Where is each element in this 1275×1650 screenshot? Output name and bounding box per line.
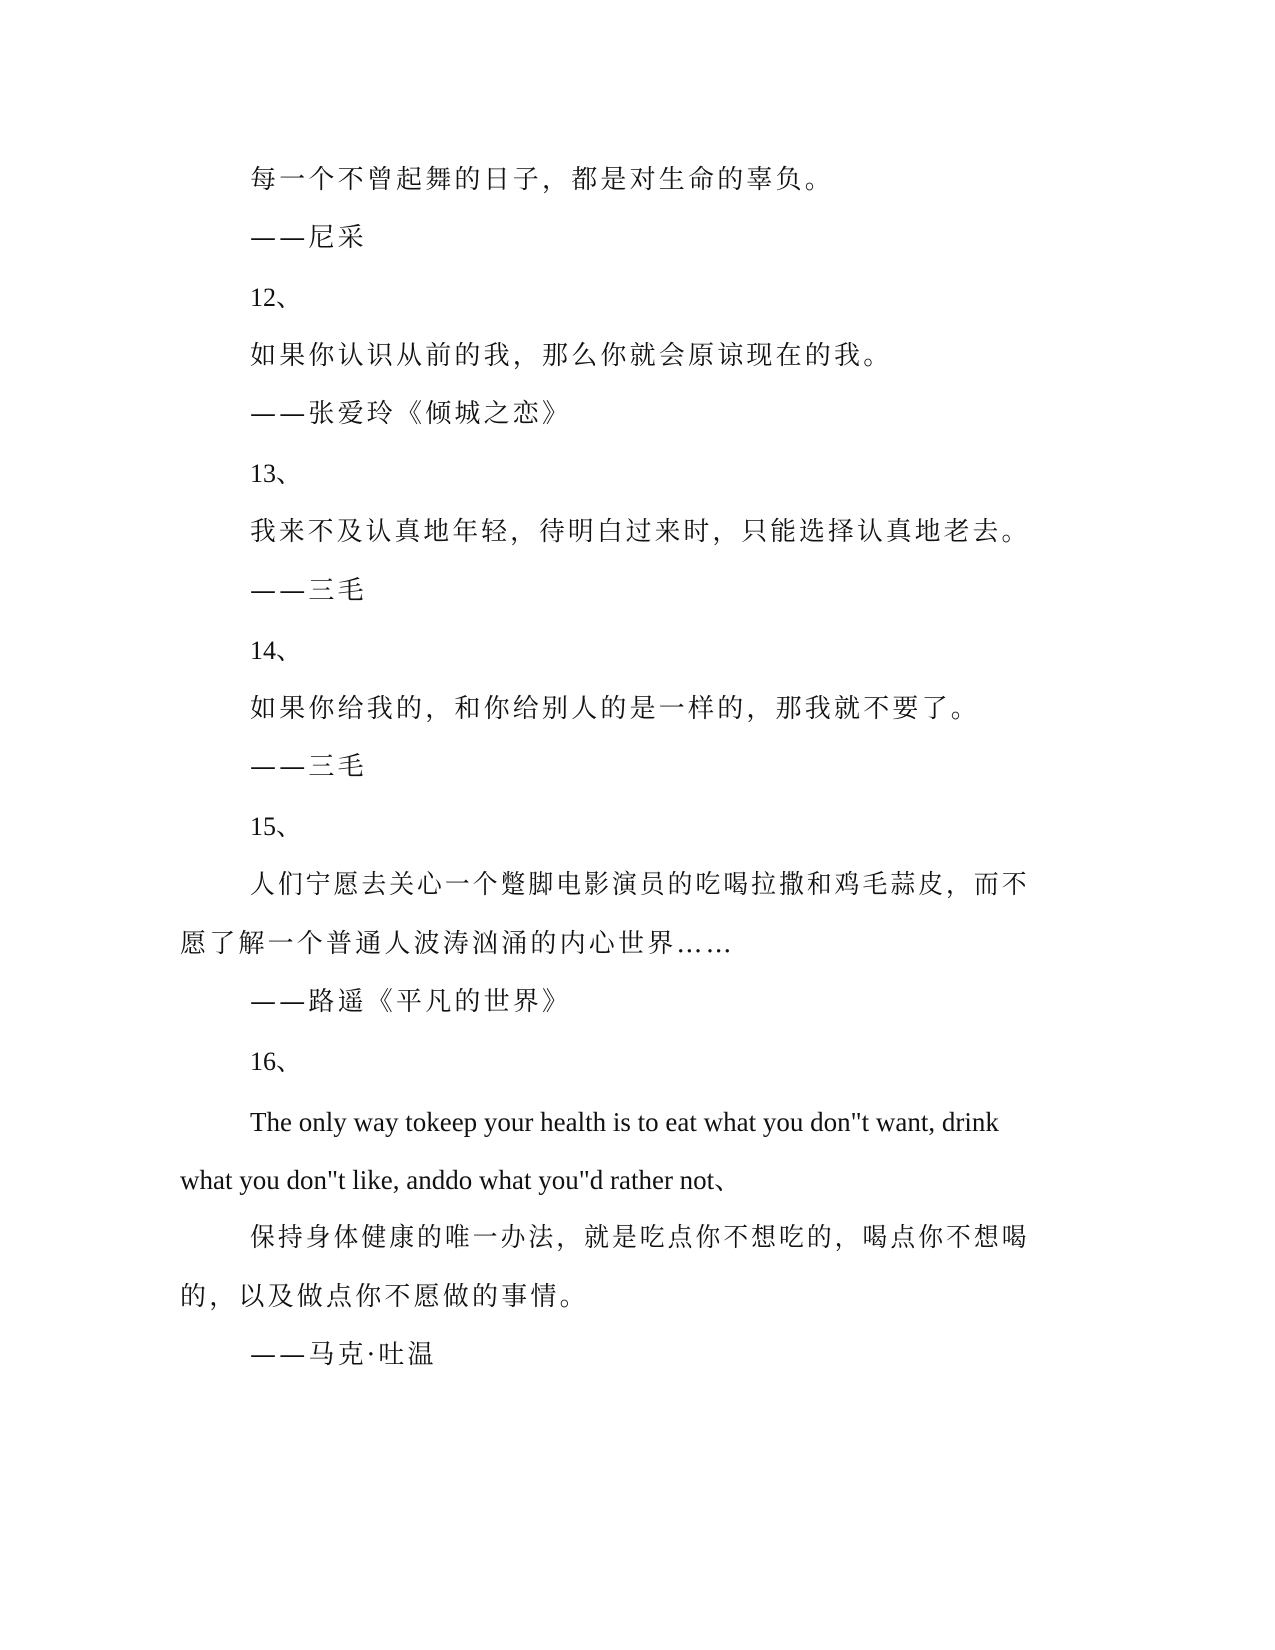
quote-line: 人们宁愿去关心一个蹩脚电影演员的吃喝拉撒和鸡毛蒜皮，而不 [250, 870, 1030, 900]
english-quote-line: The only way tokeep your health is to eat what you don"t want, drink [250, 1107, 999, 1137]
attribution-line: ——路遥《平凡的世界》 [250, 987, 572, 1017]
quote-line: 愿了解一个普通人波涛汹涌的内心世界…… [180, 929, 735, 959]
quote-line: 我来不及认真地年轻，待明白过来时，只能选择认真地老去。 [250, 517, 1031, 547]
quote-line: 每一个不曾起舞的日子，都是对生命的辜负。 [250, 165, 835, 195]
quote-line: 的，以及做点你不愿做的事情。 [180, 1282, 589, 1312]
item-number: 16、 [250, 1047, 303, 1076]
item-number: 13、 [250, 459, 303, 488]
quote-line: 如果你认识从前的我，那么你就会原谅现在的我。 [250, 341, 893, 371]
attribution-line: ——张爱玲《倾城之恋》 [250, 399, 572, 429]
attribution-line: ——尼采 [250, 223, 367, 253]
attribution-line: ——马克·吐温 [250, 1340, 437, 1370]
item-number: 14、 [250, 636, 303, 665]
quote-line: 如果你给我的，和你给别人的是一样的，那我就不要了。 [250, 694, 981, 724]
attribution-line: ——三毛 [250, 576, 367, 606]
english-quote-line: what you don"t like, anddo what you"d rather not、 [180, 1165, 742, 1195]
item-number: 15、 [250, 812, 303, 841]
item-number: 12、 [250, 283, 303, 312]
attribution-line: ——三毛 [250, 752, 367, 782]
quote-line: 保持身体健康的唯一办法，就是吃点你不想吃的，喝点你不想喝 [250, 1223, 1030, 1253]
